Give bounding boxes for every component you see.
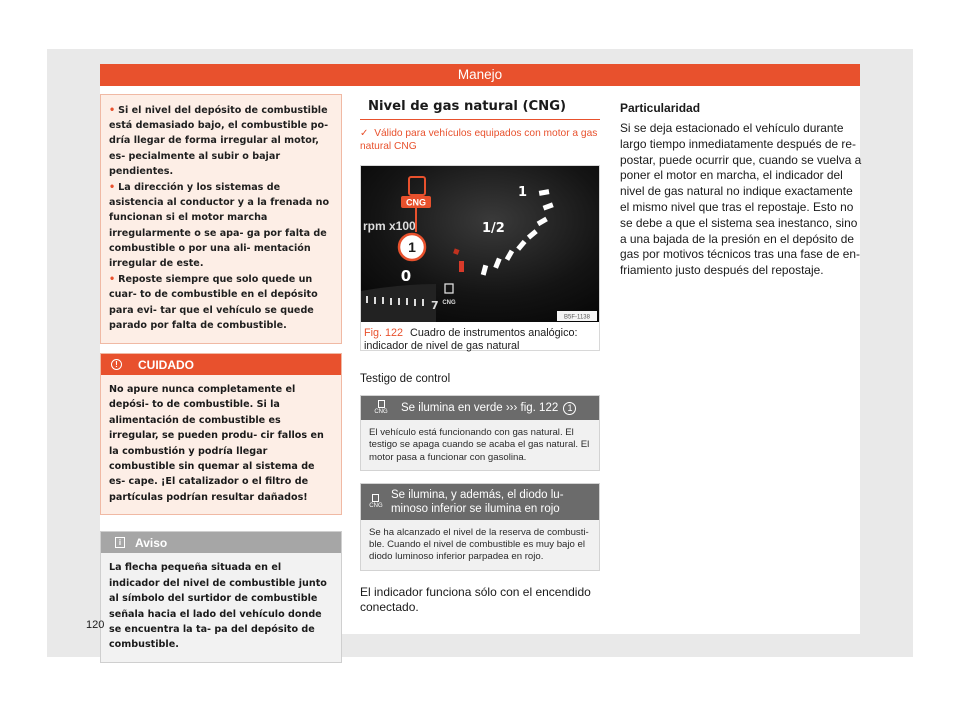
figure-caption-text: Cuadro de instrumentos analógico: indicador de nivel de gas natural (364, 327, 578, 352)
gauge-illustration (361, 166, 599, 322)
middle-column (360, 99, 600, 615)
cng-icon: CNG (369, 494, 383, 510)
exclamation-icon: ! (111, 359, 122, 370)
chapter-header: Manejo (100, 64, 860, 86)
figure-122 (360, 165, 600, 351)
caution-box (100, 353, 342, 515)
rpm-label: rpm x100 (363, 219, 416, 233)
cng-badge-label: CNG (406, 197, 426, 208)
indicator-row-text: El vehículo está funcionando con gas natural. El testigo se apaga cuando se acaba el gas natural. El motor pasa a funcionar con gasolina. (361, 420, 599, 470)
warning-item: • Reposte siempre que solo quede un cuar- to de combustible en el depósito para evi- tar que el vehículo se quede parado por falta de combustible. (109, 274, 318, 331)
warning-item: • La dirección y los sistemas de asistencia al conductor y a la frenada no funcionan si el motor marcha irregularmente o se apa- ga por falta de combustible o por una ali- mentación irregular de este. (109, 182, 330, 270)
figure-code: B5F-1138 (564, 314, 590, 321)
indicator-row-title: Se ilumina, y además, el diodo lu- minoso inferior se ilumina en rojo (390, 488, 564, 515)
bullet-icon: • (109, 274, 116, 286)
red-led (459, 261, 464, 272)
conclusion-text: El indicador funciona sólo con el encendido conectado. (360, 584, 591, 614)
indicator-row-header (361, 484, 599, 520)
note-header (101, 532, 341, 553)
figure-number: Fig. 122 (364, 327, 404, 339)
callout-1-label: 1 (408, 239, 416, 255)
rpm-scale-label: 7 (431, 299, 439, 312)
gauge-empty-label: 0 (400, 267, 412, 285)
figure-caption (361, 322, 599, 355)
info-icon: i (115, 537, 125, 548)
indicator-row-text: Se ha alcanzado el nivel de la reserva de combusti- ble. Cuando el nivel de combustible es muy bajo el diodo luminoso inferior parpadea en rojo. (361, 520, 599, 570)
right-column (620, 101, 862, 279)
callout-1-ref: 1 (563, 402, 576, 415)
cng-icon: CNG (369, 400, 393, 416)
gauge-cng-label: CNG (442, 300, 456, 306)
warning-item: • Si el nivel del depósito de combustible está demasiado bajo, el combustible po- dría llegar de forma irregular al motor, es- pecialmente al subir o bajar pendientes. (109, 105, 329, 177)
caution-text: No apure nunca completamente el depósi- to de combustible. Si la alimentación de combustible es irregular, se pueden produ- cir fallos en la combustión y podría llegar combustible sin quemar al sistema de es- cape. ¡El catalizador o el filtro de partículas podrían resultar dañados! (109, 384, 324, 503)
indicator-row (360, 395, 600, 471)
note-text: La flecha pequeña situada en el indicador del nivel de combustible junto al símbolo del surtidor de combustible señala hacia el lado del vehículo donde se encuentra la ta- pa del depósito de combustible. (109, 562, 327, 651)
indicator-row-header (361, 396, 599, 420)
gauge-full-label: 1 (518, 185, 528, 200)
bullet-icon: • (109, 182, 116, 194)
gauge-half-label: 1/2 (482, 221, 505, 236)
bullet-icon: • (109, 105, 116, 116)
indicator-row-title: Se ilumina en verde ››› fig. 122 1 (401, 401, 576, 415)
section-title: Nivel de gas natural (CNG) (360, 99, 600, 120)
warning-box (100, 94, 342, 344)
validity-note: ✓ Válido para vehículos equipados con motor a gas natural CNG (360, 128, 598, 152)
particularity-text: Si se deja estacionado el vehículo durante largo tiempo inmediatamente después de re- postar, puede ocurrir que, cuando se vuelva a poner el motor en marcha, el indicador del nivel de gas natural no indique exactamente el mismo nivel que tras el repostaje. Esto no se debe a que el sistema sea inestanco, sino a una bajada de la presión en el depósito de gas por motivos técnicos tras una fase de en- friamiento justo después del repostaje. (620, 121, 862, 278)
page-number: 120 (86, 619, 105, 631)
checkmark-icon: ✓ (360, 128, 369, 139)
indicator-row (360, 483, 600, 571)
subheading: Testigo de control (360, 373, 451, 385)
note-box (100, 531, 342, 662)
particularity-title: Particularidad (620, 101, 701, 115)
left-column (100, 94, 342, 663)
note-title: Aviso (135, 535, 168, 550)
caution-title: CUIDADO (138, 357, 194, 372)
caution-header (101, 354, 341, 375)
